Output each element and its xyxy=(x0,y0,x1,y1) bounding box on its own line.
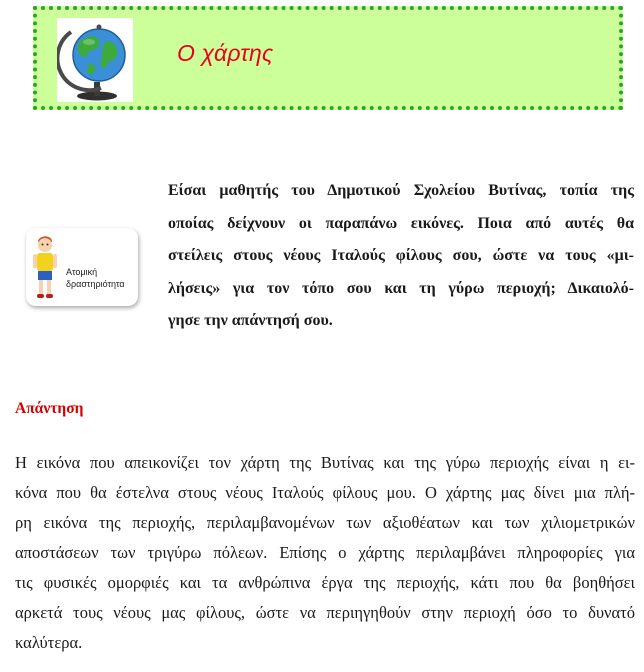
answer-line: καλύτερα. xyxy=(15,633,83,652)
answer-line: Η εικόνα που απεικονίζει τον χάρτη της Βυτίνας και της γύρω περιοχής είναι η ει- xyxy=(15,453,635,472)
lesson-header xyxy=(33,6,623,110)
page-title: Ο χάρτης xyxy=(177,40,274,66)
question-line: στείλεις στους νέους Ιταλούς φίλους σου, ώστε να τους «μι- xyxy=(168,247,634,264)
question-line: γησε την απάντησή σου. xyxy=(168,312,333,329)
question-line: Είσαι μαθητής του Δημοτικού Σχολείου Βυτίνας, τοπία της xyxy=(168,182,634,199)
answer-line: ρη εικόνα της περιοχής, περιλαμβανομένων των αξιοθέατων και των χιλιομετρικών xyxy=(15,513,635,532)
badge-label xyxy=(66,266,125,290)
activity-question xyxy=(168,175,634,338)
globe-icon xyxy=(57,18,133,102)
student-figure-icon xyxy=(30,232,60,302)
answer-text xyxy=(15,448,635,658)
answer-heading: Απάντηση xyxy=(15,400,84,417)
question-line: οποίας δείχνουν οι παραπάνω εικόνες. Ποια από αυτές θα xyxy=(168,214,634,232)
answer-line: αρκετά τους νέους μας φίλους, ώστε να περιηγηθούν στην περιοχή όσο το δυνατό xyxy=(15,603,635,622)
answer-line: αποστάσεων των τριγύρω πόλεων. Επίσης ο χάρτης περιλαμβάνει πληροφορίες για xyxy=(15,543,635,562)
individual-activity-badge xyxy=(26,228,138,306)
answer-line: κόνα που θα έστελνα στους νέους Ιταλούς φίλους μου. Ο χάρτης μας δίνει μια πλή- xyxy=(15,483,635,502)
question-line: λήσεις» για τον τόπο σου και τη γύρω περιοχή; Δικαιολό- xyxy=(168,279,634,297)
badge-label-line1: Ατομική xyxy=(66,267,98,277)
answer-line: τις φυσικές ομορφιές και τα ανθρώπινα έργα της περιοχής, κάτι που θα βοηθήσει xyxy=(15,573,635,592)
badge-label-line2: δραστηριότητα xyxy=(66,279,125,289)
